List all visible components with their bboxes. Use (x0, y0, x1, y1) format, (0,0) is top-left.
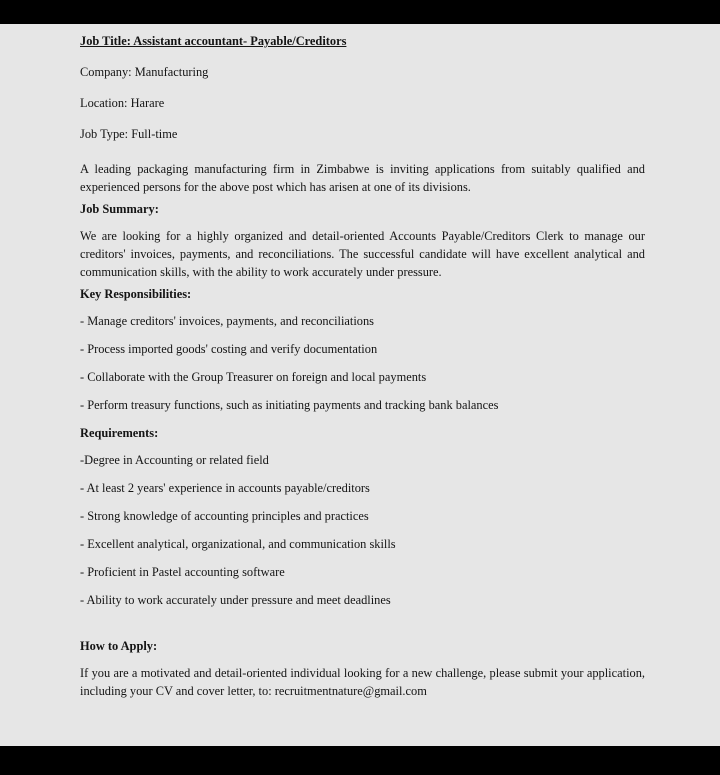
requirement-item: - Strong knowledge of accounting principles and practices (80, 509, 369, 523)
requirement-item: -Degree in Accounting or related field (80, 453, 269, 467)
intro-paragraph: A leading packaging manufacturing firm in Zimbabwe is inviting applications from suitably qualified and experienced persons for the above post which has arisen at one of its divisions. (80, 162, 645, 194)
responsibility-item: - Perform treasury functions, such as initiating payments and tracking bank balances (80, 398, 499, 412)
company-line: Company: Manufacturing (80, 65, 209, 79)
requirement-item: - Ability to work accurately under pressure and meet deadlines (80, 593, 391, 607)
responsibilities-heading: Key Responsibilities: (80, 287, 192, 301)
job-posting (80, 32, 645, 704)
responsibility-item: - Process imported goods' costing and verify documentation (80, 342, 378, 356)
requirement-item: - At least 2 years' experience in accounts payable/creditors (80, 481, 370, 495)
job-type-line: Job Type: Full-time (80, 127, 178, 141)
apply-paragraph: If you are a motivated and detail-oriented individual looking for a new challenge, please submit your application, including your CV and cover letter, to: recruitmentnature@gmail.com (80, 666, 645, 698)
location-line: Location: Harare (80, 96, 165, 110)
requirements-heading: Requirements: (80, 426, 159, 440)
summary-heading: Job Summary: (80, 202, 159, 216)
requirement-item: - Excellent analytical, organizational, and communication skills (80, 537, 396, 551)
responsibility-item: - Collaborate with the Group Treasurer on foreign and local payments (80, 370, 427, 384)
summary-paragraph: We are looking for a highly organized and detail-oriented Accounts Payable/Creditors Clerk to manage our creditors' invoices, payments, and reconciliations. The successful candidate will have excellent analytical and communication skills, with the ability to work accurately under pressure. (80, 229, 645, 279)
how-to-apply-heading: How to Apply: (80, 639, 158, 653)
responsibility-item: - Manage creditors' invoices, payments, and reconciliations (80, 314, 375, 328)
requirement-item: - Proficient in Pastel accounting software (80, 565, 285, 579)
document-page (0, 24, 720, 746)
job-title: Job Title: Assistant accountant- Payable/Creditors (80, 34, 347, 48)
